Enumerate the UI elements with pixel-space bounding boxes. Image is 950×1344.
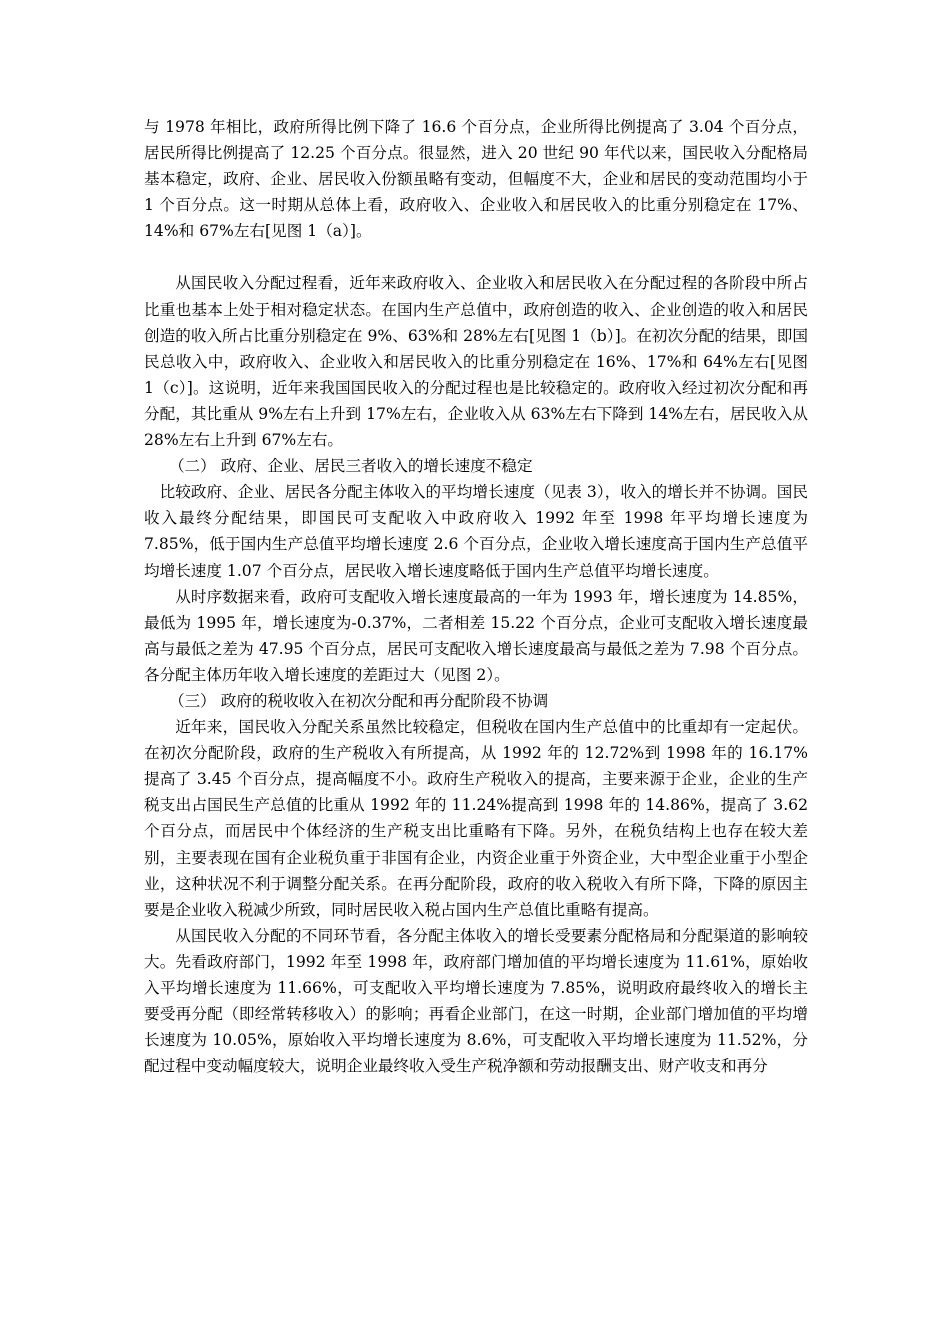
paragraph-1: 与 1978 年相比，政府所得比例下降了 16.6 个百分点，企业所得比例提高了 3.04 个百分点，居民所得比例提高了 12.25 个百分点。很显然，进入 20 世纪 90 年代以来，国民收入分配格局基本稳定，政府、企业、居民收入份额虽略有变动，但幅度不大，企业和居民的变动范围均小于 1 个百分点。这一时期从总体上看，政府收入、企业收入和居民收入的比重分别稳定在 17%、14%和 67%左右[见图 1（a）]。 <box>144 118 808 241</box>
section-heading-2: （二） 政府、企业、居民三者收入的增长速度不稳定 <box>168 457 533 476</box>
paragraph-5: 近年来，国民收入分配关系虽然比较稳定，但税收在国内生产总值中的比重却有一定起伏。在初次分配阶段，政府的生产税收入有所提高，从 1992 年的 12.72%到 1998 年的 16.17% 提高了 3.45 个百分点，提高幅度不小。政府生产税收入的提高，主要来源于企业，企业的生产税支出占国民生产总值的比重从 1992 年的 11.24%提高到 1998 年的 14.86%，提高了 3.62 个百分点，而居民中个体经济的生产税支出比重略有下降。另外，在税负结构上也存在较大差别，主要表现在国有企业税负重于非国有企业，内资企业重于外资企业，大中型企业重于小型企业，这种状况不利于调整分配关系。在再分配阶段，政府的收入税收入有所下降，下降的原因主要是企业收入税减少所致，同时居民收入税占国内生产总值比重略有提高。 <box>144 718 808 919</box>
document-body <box>144 114 808 1079</box>
paragraph-4: 从时序数据来看，政府可支配收入增长速度最高的一年为 1993 年，增长速度为 14.85%，最低为 1995 年，增长速度为-0.37%，二者相差 15.22 个百分点，企业可支配收入增长速度最高与最低之差为 47.95 个百分点，居民可支配收入增长速度最高与最低之差为 7.98 个百分点。各分配主体历年收入增长速度的差距过大（见图 2）。 <box>144 587 808 684</box>
paragraph-3: 比较政府、企业、居民各分配主体收入的平均增长速度（见表 3），收入的增长并不协调。国民收入最终分配结果，即国民可支配收入中政府收入 1992 年至 1998 年平均增长速度为 7.85%，低于国内生产总值平均增长速度 2.6 个百分点，企业收入增长速度高于国内生产总值平均增长速度 1.07 个百分点，居民收入增长速度略低于国内生产总值平均增长速度。 <box>144 483 808 580</box>
paragraph-2: 从国民收入分配过程看，近年来政府收入、企业收入和居民收入在分配过程的各阶段中所占比重也基本上处于相对稳定状态。在国内生产总值中，政府创造的收入、企业创造的收入和居民创造的收入所占比重分别稳定在 9%、63%和 28%左右[见图 1（b）]。在初次分配的结果，即国民总收入中，政府收入、企业收入和居民收入的比重分别稳定在 16%、17%和 64%左右[见图 1（c）]。这说明，近年来我国国民收入的分配过程也是比较稳定的。政府收入经过初次分配和再分配，其比重从 9%左右上升到 17%左右，企业收入从 63%左右下降到 14%左右，居民收入从 28%左右上升到 67%左右。 <box>144 274 808 450</box>
section-heading-3: （三） 政府的税收收入在初次分配和再分配阶段不协调 <box>168 691 549 710</box>
paragraph-gap <box>144 244 808 270</box>
paragraph-6: 从国民收入分配的不同环节看，各分配主体收入的增长受要素分配格局和分配渠道的影响较大。先看政府部门，1992 年至 1998 年，政府部门增加值的平均增长速度为 11.61%，原始收入平均增长速度为 11.66%，可支配收入平均增长速度为 7.85%，说明政府最终收入的增长主要受再分配（即经常转移收入）的影响；再看企业部门，在这一时期，企业部门增加值的平均增长速度为 10.05%，原始收入平均增长速度为 8.6%，可支配收入平均增长速度为 11.52%，分配过程中变动幅度较大，说明企业最终收入受生产税净额和劳动报酬支出、财产收支和再分 <box>144 926 808 1076</box>
